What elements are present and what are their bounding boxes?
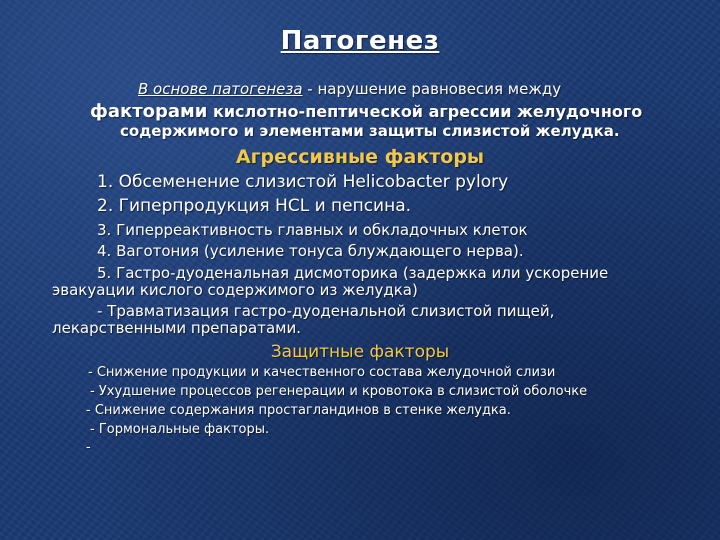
intro-lead-rest: - нарушение равновесия между (302, 80, 562, 98)
slide-title: Патогенез (280, 26, 440, 56)
aggressive-item: 1. Обсеменение слизистой Helicobacter pylory (97, 172, 509, 192)
intro-line-1 (138, 80, 561, 98)
intro-line-2 (90, 101, 642, 122)
aggressive-item: 5. Гастро-дуоденальная дисмоторика (задержка или ускорение (97, 264, 609, 282)
intro-line-3: содержимого и элементами защиты слизистой желудка. (120, 122, 620, 140)
aggressive-item: 4. Ваготония (усиление тонуса блуждающего нерва). (97, 242, 524, 260)
intro-lead-emphasis: В основе патогенеза (138, 80, 303, 98)
aggressive-item: 3. Гиперреактивность главных и обкладочных клеток (97, 221, 528, 239)
aggressive-item-continuation: лекарственными препаратами. (52, 319, 301, 337)
aggressive-item-continuation: эвакуации кислого содержимого из желудка) (52, 281, 418, 299)
protective-item: - Ухудшение процессов регенерации и кровотока в слизистой оболочке (90, 384, 588, 399)
protective-item: - Снижение содержания простагландинов в стенке желудка. (86, 403, 511, 418)
intro-line-2-rest: кислотно-пептической агрессии желудочного (207, 102, 643, 121)
aggressive-item: - Травматизация гастро-дуоденальной слизистой пищей, (97, 302, 555, 320)
aggressive-factors-heading: Агрессивные факторы (235, 146, 485, 168)
protective-item: - (86, 440, 91, 455)
protective-item: - Гормональные факторы. (90, 422, 270, 437)
aggressive-item: 2. Гиперпродукция HCL и пепсина. (97, 196, 412, 216)
protective-factors-heading: Защитные факторы (270, 342, 450, 362)
protective-item: - Снижение продукции и качественного состава желудочной слизи (88, 365, 556, 380)
intro-line-2-big: факторами (90, 101, 208, 122)
